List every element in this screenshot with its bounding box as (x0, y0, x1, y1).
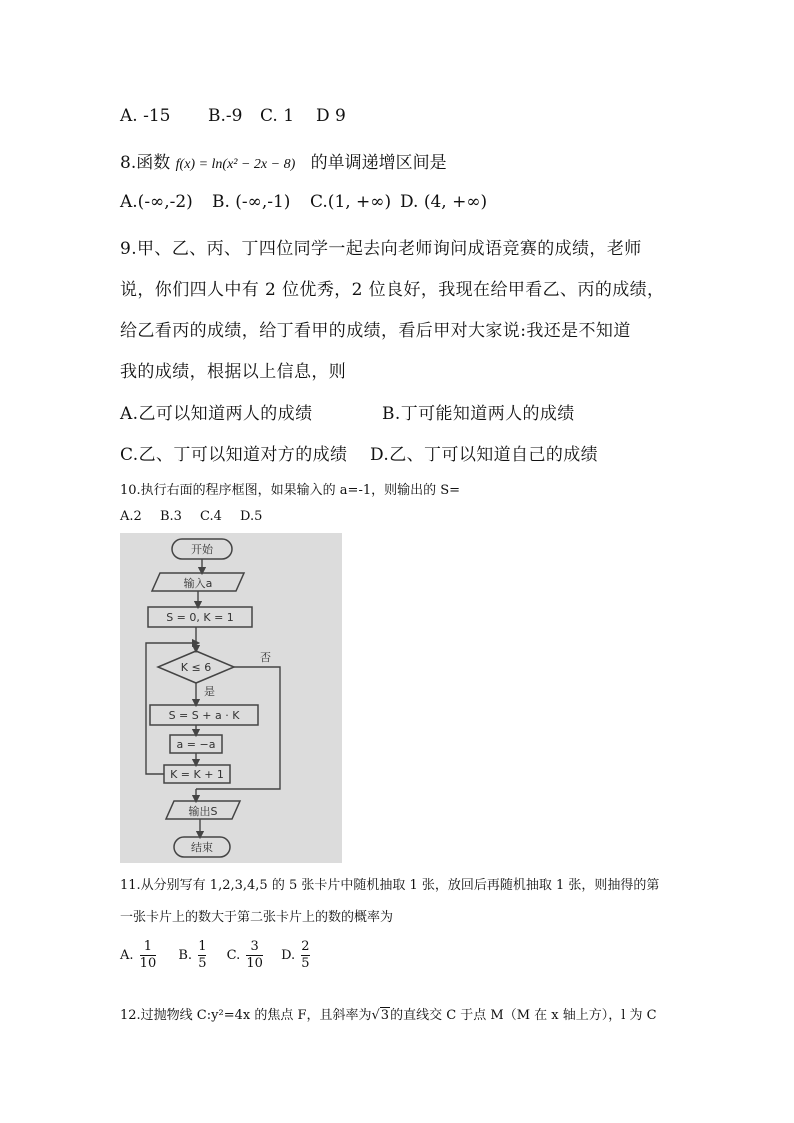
fc-start-text: 开始 (191, 543, 213, 556)
q10-stem: 10.执行右面的程序框图，如果输入的 a=-1，则输出的 S= (120, 483, 461, 498)
q10-option-c: C.4 (200, 509, 222, 524)
q7-option-d: D 9 (316, 106, 346, 126)
q8-option-b: B. (-∞,-1) (212, 192, 291, 212)
q9-line-3: 给乙看丙的成绩，给丁看甲的成绩，看后甲对大家说:我还是不知道 (120, 321, 631, 341)
q9-options-row-1 (120, 399, 575, 424)
q9-line-2: 说，你们四人中有 2 位优秀，2 位良好，我现在给甲看乙、丙的成绩， (120, 280, 665, 300)
q7-option-a: A. -15 (120, 106, 171, 126)
q10-option-a: A.2 (120, 509, 142, 524)
fc-output-text: 输出S (188, 805, 218, 818)
q11-option-b-fraction (198, 940, 206, 971)
fc-step2-text: a = −a (176, 738, 216, 751)
q7-option-b: B.-9 (208, 106, 243, 126)
fc-end-text: 结束 (191, 841, 213, 854)
q11-option-d-den: 5 (301, 956, 310, 971)
q11-option-b (178, 940, 212, 971)
q9-line-4: 我的成绩，根据以上信息，则 (120, 362, 347, 382)
fc-step3-text: K = K + 1 (170, 768, 224, 781)
q9-option-b: B.丁可能知道两人的成绩 (382, 404, 575, 424)
q11-option-d-num: 2 (301, 939, 310, 954)
fc-init-text: S = 0, K = 1 (166, 611, 234, 624)
q8-option-d: D. (4, +∞) (400, 192, 488, 212)
q7-option-c: C. 1 (260, 106, 295, 126)
q11-option-a-num: 1 (143, 939, 153, 954)
q11-option-d-fraction (301, 940, 309, 971)
q11-option-a-fraction (140, 940, 157, 971)
q11-option-c-num: 3 (250, 939, 259, 954)
q9-option-d: D.乙、丁可以知道自己的成绩 (370, 445, 599, 465)
q11-option-c-label: C. (226, 948, 241, 963)
fc-no-label: 否 (260, 651, 271, 664)
q8-formula: f(x) = ln(x² − 2x − 8) (175, 157, 296, 172)
q8-option-c: C.(1, +∞) (310, 192, 392, 212)
q11-line-1: 11.从分别写有 1,2,3,4,5 的 5 张卡片中随机抽取 1 张，放回后再随机抽取 1 张，则抽得的第 (120, 878, 660, 893)
q11-options (120, 940, 316, 971)
q11-option-b-label: B. (178, 948, 193, 963)
q12-part-2: 的直线交 C 于点 M（M 在 x 轴上方），l 为 C (390, 1008, 657, 1023)
q12-part-1: 12.过抛物线 C:y²=4x 的焦点 F，且斜率为 (120, 1008, 372, 1023)
q11-option-c-den: 10 (246, 956, 263, 971)
q11-option-d-label: D. (281, 948, 296, 963)
fc-step1-text: S = S + a · K (168, 709, 240, 722)
q11-option-c (227, 940, 269, 971)
q8-options (120, 192, 487, 212)
q12-stem (120, 1004, 657, 1023)
q9-option-c: C.乙、丁可以知道对方的成绩 (120, 445, 348, 465)
q11-option-b-num: 1 (198, 939, 207, 954)
q9-option-a: A.乙可以知道两人的成绩 (120, 404, 313, 424)
fc-input-text: 输入a (183, 577, 213, 590)
q8-stem (120, 148, 447, 173)
q11-option-c-fraction (246, 940, 263, 971)
q9-line-1: 9.甲、乙、丙、丁四位同学一起去向老师询问成语竞赛的成绩，老师 (120, 239, 642, 259)
q7-options (120, 106, 346, 126)
q11-option-a (120, 940, 162, 971)
q12-sqrt-arg: 3 (380, 1008, 390, 1023)
q10-options (120, 509, 262, 524)
q8-prefix: 8.函数 (120, 153, 171, 173)
fc-yes-label: 是 (204, 685, 215, 698)
q10-option-d: D.5 (240, 509, 263, 524)
q11-option-a-label: A. (120, 948, 134, 963)
flowchart-diagram (120, 533, 342, 863)
q11-option-a-den: 10 (139, 956, 157, 971)
q11-line-2: 一张卡片上的数大于第二张卡片上的数的概率为 (120, 910, 394, 925)
fc-condition-text: K ≤ 6 (180, 661, 212, 674)
q9-options-row-2 (120, 440, 598, 465)
q8-suffix: 的单调递增区间是 (310, 153, 447, 173)
q11-option-d (281, 940, 316, 971)
q11-option-b-den: 5 (198, 956, 207, 971)
q8-option-a: A.(-∞,-2) (120, 192, 193, 212)
flowchart-image (120, 533, 342, 863)
q10-option-b: B.3 (160, 509, 182, 524)
q12-sqrt-symbol: √ (371, 1008, 380, 1023)
